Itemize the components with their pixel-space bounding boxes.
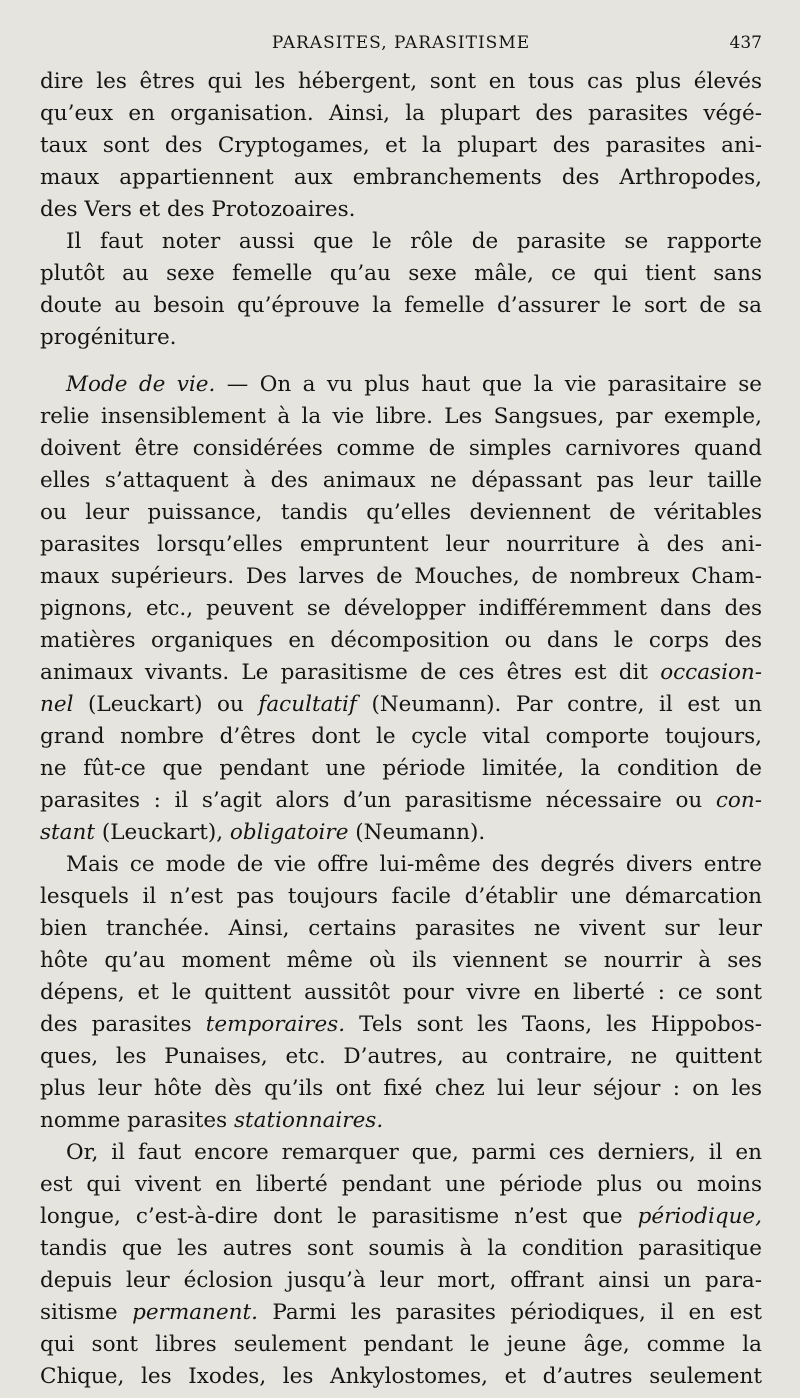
- text-line: [40, 657, 762, 689]
- text-line: plus leur hôte dès qu’ils ont fixé chez lui leur séjour : on les: [40, 1076, 762, 1101]
- text-line: [40, 689, 762, 721]
- text-line: maux supérieurs. Des larves de Mouches, de nombreux Cham-: [40, 564, 762, 589]
- italic-term: stationnaires.: [233, 1108, 384, 1133]
- text-span: Tels sont les Taons, les Hippobos-: [345, 1012, 762, 1037]
- text-span: (Neumann).: [348, 820, 486, 845]
- text-span: — On a vu plus haut que la vie parasitaire se: [215, 372, 762, 397]
- text-line: dire les êtres qui les hébergent, sont en tous cas plus élevés: [40, 69, 762, 94]
- text-line: hôte qu’au moment même où ils viennent se nourrir à ses: [40, 948, 762, 973]
- text-line: relie insensiblement à la vie libre. Les Sangsues, par exemple,: [40, 404, 762, 429]
- text-line: doivent être considérées comme de simples carnivores quand: [40, 436, 762, 461]
- text-span: animaux vivants. Le parasitisme de ces êtres est dit: [40, 660, 661, 685]
- italic-term: obligatoire: [229, 820, 349, 845]
- text-span: (Leuckart),: [94, 820, 230, 845]
- text-line: maux appartiennent aux embranchements des Arthropodes,: [40, 165, 762, 190]
- text-line: est qui vivent en liberté pendant une période plus ou moins: [40, 1172, 762, 1197]
- text-line: qui sont libres seulement pendant le jeune âge, comme la: [40, 1332, 762, 1357]
- paragraph-5: [40, 1137, 762, 1393]
- text-line: taux sont des Cryptogames, et la plupart des parasites ani-: [40, 133, 762, 158]
- text-line: lesquels il n’est pas toujours facile d’établir une démarcation: [40, 884, 762, 909]
- text-line: ou leur puissance, tandis qu’elles deviennent de véritables: [40, 500, 762, 525]
- running-title: PARASITES, PARASITISME: [271, 33, 531, 53]
- text-line: dépens, et le quittent aussitôt pour vivre en liberté : ce sont: [40, 980, 762, 1005]
- text-line: Chique, les Ixodes, les Ankylostomes, et d’autres seulement: [40, 1364, 762, 1389]
- text-line: [40, 1297, 762, 1329]
- paragraph-mode-de-vie: [40, 369, 762, 849]
- body-text: [40, 66, 762, 1393]
- paragraph-2: [40, 226, 762, 354]
- text-line: grand nombre d’êtres dont le cycle vital comporte toujours,: [40, 724, 762, 749]
- text-line: doute au besoin qu’éprouve la femelle d’assurer le sort de sa: [40, 293, 762, 318]
- text-line: depuis leur éclosion jusqu’à leur mort, offrant ainsi un para-: [40, 1268, 762, 1293]
- text-line: [40, 369, 762, 401]
- text-line: plutôt au sexe femelle qu’au sexe mâle, ce qui tient sans: [40, 261, 762, 286]
- text-span: (Neumann). Par contre, il est un: [356, 692, 762, 717]
- section-gap: [40, 354, 762, 369]
- text-line: qu’eux en organisation. Ainsi, la plupart des parasites végé-: [40, 101, 762, 126]
- italic-term: occasion-: [660, 660, 762, 685]
- italic-term: permanent.: [132, 1300, 258, 1325]
- text-line: parasites lorsqu’elles empruntent leur nourriture à des ani-: [40, 532, 762, 557]
- text-line: elles s’attaquent à des animaux ne dépassant pas leur taille: [40, 468, 762, 493]
- italic-term: nel: [40, 692, 74, 717]
- text-line: ques, les Punaises, etc. D’autres, au contraire, ne quittent: [40, 1044, 762, 1069]
- text-line: Mais ce mode de vie offre lui-même des degrés divers entre: [66, 852, 762, 877]
- text-line: [40, 785, 762, 817]
- text-span: sitisme: [40, 1300, 133, 1325]
- text-line: des Vers et des Protozoaires.: [40, 197, 356, 222]
- text-line: [40, 1201, 762, 1233]
- text-line: bien tranchée. Ainsi, certains parasites ne vivent sur leur: [40, 916, 762, 941]
- text-line: [40, 1105, 762, 1137]
- italic-term: facultatif: [258, 692, 357, 717]
- italic-term: con-: [715, 788, 762, 813]
- text-span: Parmi les parasites périodiques, il en est: [257, 1300, 762, 1325]
- italic-term: périodique,: [637, 1204, 762, 1229]
- italic-term: stant: [40, 820, 95, 845]
- paragraph-1: [40, 66, 762, 226]
- page-header: [40, 33, 762, 61]
- text-line: Or, il faut encore remarquer que, parmi ces derniers, il en: [66, 1140, 762, 1165]
- text-span: nomme parasites: [40, 1108, 234, 1133]
- text-line: pignons, etc., peuvent se développer indifféremment dans des: [40, 596, 762, 621]
- italic-term: temporaires.: [205, 1012, 346, 1037]
- text-line: tandis que les autres sont soumis à la condition parasitique: [40, 1236, 762, 1261]
- text-span: longue, c’est-à-dire dont le parasitisme n’est que: [40, 1204, 638, 1229]
- text-span: des parasites: [40, 1012, 206, 1037]
- text-line: Il faut noter aussi que le rôle de parasite se rapporte: [66, 229, 762, 254]
- paragraph-4: [40, 849, 762, 1137]
- text-line: matières organiques en décomposition ou dans le corps des: [40, 628, 762, 653]
- text-line: ne fût-ce que pendant une période limitée, la condition de: [40, 756, 762, 781]
- text-line: [40, 817, 762, 849]
- text-line: [40, 1009, 762, 1041]
- text-span: (Leuckart) ou: [73, 692, 259, 717]
- page-number: 437: [729, 33, 762, 53]
- text-span: parasites : il s’agit alors d’un parasitisme nécessaire ou: [40, 788, 716, 813]
- text-line: progéniture.: [40, 325, 177, 350]
- section-heading: Mode de vie.: [66, 372, 216, 397]
